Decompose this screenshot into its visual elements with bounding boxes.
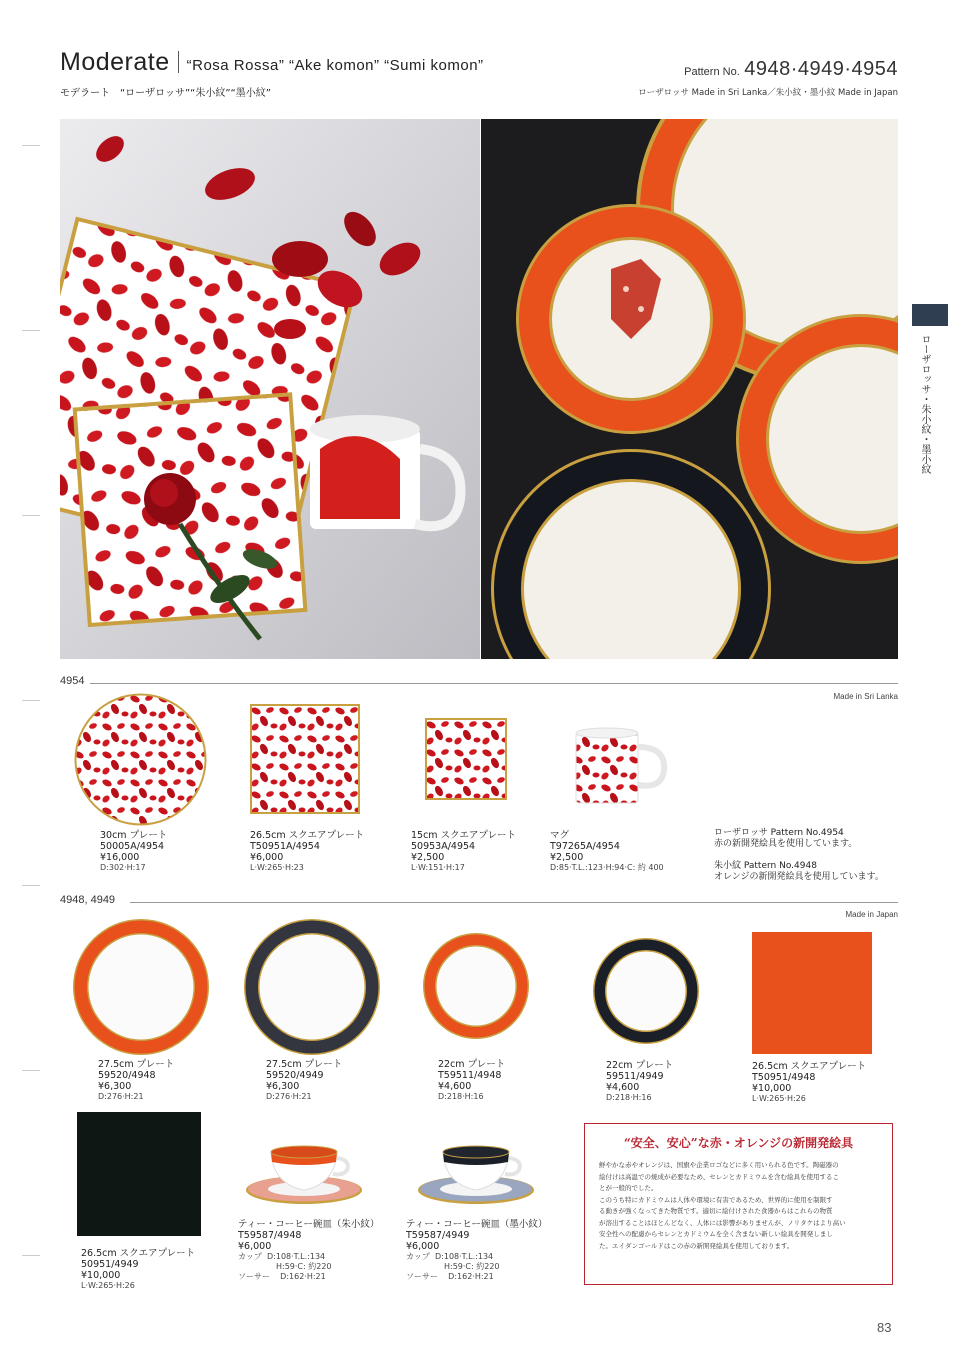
punch-mark — [22, 700, 40, 701]
info-box-line: このうち特にカドミウムは人体や環境に有害であるため、世界的に使用を制限す — [599, 1195, 833, 1204]
info-box-line: る動きが強くなってきた物質です。適切に絵付けされた食器からはこれらの物質 — [599, 1207, 833, 1215]
product-code: T59511/4948 — [438, 1070, 502, 1081]
product-image-sumi-27cm-plate — [243, 918, 381, 1056]
product-code: 50005A/4954 — [100, 841, 165, 852]
product-dims: L·W:265·H:23 — [250, 863, 304, 872]
product-sumi-22cm-plate — [606, 1060, 673, 1103]
product-rosa-26cm-square — [250, 830, 364, 873]
product-code: 59520/4949 — [266, 1070, 324, 1081]
product-price: ¥16,000 — [100, 852, 140, 863]
cup-dims-2: H:59·C: 約220 — [276, 1262, 332, 1271]
pattern-note-rosa — [714, 828, 857, 850]
series-name: Moderate — [60, 48, 170, 76]
product-image-sumi-26cm-square — [77, 1112, 201, 1236]
punch-mark — [22, 1070, 40, 1071]
product-image-rosa-15cm-square — [425, 718, 507, 800]
product-name: ティー・コーヒー碗皿（朱小紋） — [238, 1219, 380, 1230]
info-box-line: 絵付けは高温での焼成が必要なため、セレンとカドミウムを含む絵具を使用するこ — [599, 1172, 840, 1181]
product-name: 27.5cm プレート — [266, 1059, 343, 1070]
saucer-dims-value: D:162·H:21 — [448, 1272, 494, 1281]
product-price: ¥6,000 — [238, 1241, 272, 1252]
cup-dims-1: D:108·T.L.:134 — [267, 1252, 326, 1261]
product-dims: L·W:151·H:17 — [411, 863, 465, 872]
product-rosa-mug — [550, 830, 664, 873]
product-code: T50951/4948 — [752, 1072, 816, 1083]
origin-note: ローザロッサ Made in Sri Lanka／朱小紋・墨小紋 Made in Japan — [638, 88, 898, 98]
saucer-label: ソーサー — [406, 1272, 438, 1281]
info-box-line: とが一般的でした。 — [599, 1184, 658, 1192]
product-code: 50951/4949 — [81, 1259, 139, 1270]
hero-photo-ake-sumi-komon — [481, 119, 898, 659]
product-code: 50953A/4954 — [411, 841, 476, 852]
saucer-dims — [238, 1272, 379, 1282]
product-code: T59587/4949 — [406, 1230, 470, 1241]
product-dims: L·W:265·H:26 — [752, 1094, 806, 1103]
product-name: マグ — [550, 830, 570, 841]
product-rosa-15cm-square — [411, 830, 516, 873]
cup-label: カップ — [238, 1252, 262, 1261]
product-dims: D:302·H:17 — [100, 863, 146, 872]
product-dims: D:218·H:16 — [606, 1093, 652, 1102]
product-ake-cup-saucer — [238, 1219, 379, 1282]
product-code: T97265A/4954 — [550, 841, 620, 852]
product-dims: D:276·H:21 — [266, 1092, 312, 1101]
product-price: ¥2,500 — [411, 852, 445, 863]
punch-mark — [22, 515, 40, 516]
page-subtitle: モデラート “ローザロッサ”“朱小紋”“墨小紋” — [60, 88, 271, 99]
product-price: ¥6,300 — [98, 1081, 132, 1092]
product-name: ティー・コーヒー碗皿（墨小紋） — [406, 1219, 548, 1230]
product-price: ¥6,000 — [406, 1241, 440, 1252]
product-code: 59520/4948 — [98, 1070, 156, 1081]
product-name: 26.5cm スクエアプレート — [81, 1248, 196, 1259]
product-image-ake-cup-saucer — [243, 1128, 365, 1210]
punch-mark — [22, 885, 40, 886]
product-ake-26cm-square — [752, 1061, 866, 1104]
cup-label: カップ — [406, 1252, 430, 1261]
punch-mark — [22, 1255, 40, 1256]
page-title — [60, 48, 484, 77]
pattern-label: Pattern No. — [684, 66, 740, 78]
product-code: T59587/4948 — [238, 1230, 302, 1241]
product-sumi-26cm-square — [81, 1248, 195, 1291]
pattern-numbers: 4948·4949·4954 — [744, 58, 898, 80]
product-price: ¥10,000 — [752, 1083, 792, 1094]
note-title: ローザロッサ Pattern No.4954 — [714, 828, 844, 838]
section-rule — [90, 683, 898, 684]
product-dims: L·W:265·H:26 — [81, 1281, 135, 1290]
product-price: ¥10,000 — [81, 1270, 121, 1281]
product-price: ¥4,600 — [606, 1082, 640, 1093]
product-price: ¥6,300 — [266, 1081, 300, 1092]
section-label-4948-4949: 4948, 4949 — [60, 894, 116, 906]
product-name: 22cm プレート — [438, 1059, 506, 1070]
product-price: ¥2,500 — [550, 852, 584, 863]
product-image-rosa-26cm-square — [250, 704, 360, 814]
product-image-sumi-cup-saucer — [415, 1128, 537, 1210]
info-box-line: た。エイダンゴールドはこの赤の新開発絵具を使用しております。 — [599, 1241, 794, 1250]
saucer-dims-value: D:162·H:21 — [280, 1272, 326, 1281]
cup-dims-2: H:59·C: 約220 — [444, 1262, 500, 1271]
product-image-ake-26cm-square — [752, 932, 872, 1054]
product-price: ¥6,000 — [250, 852, 284, 863]
product-image-rosa-30cm-plate — [73, 692, 208, 827]
saucer-dims — [406, 1272, 547, 1282]
product-image-rosa-mug — [572, 725, 670, 805]
info-box-body — [599, 1160, 880, 1252]
product-name: 15cm スクエアプレート — [411, 830, 517, 841]
info-box-line: 鮮やかな赤やオレンジは、国旗や企業ロゴなどに多く用いられる色です。陶磁器の — [599, 1161, 839, 1169]
product-price: ¥4,600 — [438, 1081, 472, 1092]
product-dims: D:85·T.L.:123·H:94·C: 約 400 — [550, 863, 664, 872]
pattern-names: “Rosa Rossa” “Ake komon” “Sumi komon” — [186, 57, 484, 74]
product-name: 27.5cm プレート — [98, 1059, 175, 1070]
product-name: 22cm プレート — [606, 1060, 674, 1071]
note-text: 赤の新開発絵具を使用しています。 — [714, 839, 858, 849]
index-tab — [912, 304, 948, 326]
product-code: 59511/4949 — [606, 1071, 664, 1082]
made-in-label: Made in Japan — [845, 910, 898, 919]
product-code: T50951A/4954 — [250, 841, 320, 852]
section-label-4954: 4954 — [60, 675, 85, 687]
product-dims: D:218·H:16 — [438, 1092, 484, 1101]
product-name: 26.5cm スクエアプレート — [752, 1061, 867, 1072]
product-ake-27cm-plate — [98, 1059, 174, 1102]
product-sumi-cup-saucer — [406, 1219, 547, 1282]
made-in-label: Made in Sri Lanka — [833, 692, 898, 701]
info-box-line: が溶出することはほとんどなく、人体には影響がありませんが、ノリタケはより高い — [599, 1218, 846, 1227]
product-ake-22cm-plate — [438, 1059, 505, 1102]
pattern-note-ake — [714, 861, 884, 883]
index-tab-label: ローザロッサ・朱小紋・墨小紋 — [919, 334, 930, 474]
punch-mark — [22, 330, 40, 331]
product-image-sumi-22cm-plate — [592, 937, 700, 1045]
product-name: 30cm プレート — [100, 830, 168, 841]
title-separator — [178, 51, 179, 73]
product-sumi-27cm-plate — [266, 1059, 342, 1102]
note-text: オレンジの新開発絵具を使用しています。 — [714, 872, 884, 882]
section-rule — [130, 902, 898, 903]
product-rosa-30cm-plate — [100, 830, 167, 873]
note-title: 朱小紋 Pattern No.4948 — [714, 861, 817, 871]
info-box-new-pigment — [584, 1123, 893, 1285]
cup-dims — [238, 1252, 379, 1262]
product-dims: D:276·H:21 — [98, 1092, 144, 1101]
product-image-ake-22cm-plate — [422, 932, 530, 1040]
cup-dims — [406, 1252, 547, 1262]
info-box-line: 安全性への配慮からセレンとカドミウムを全く含まない新しい絵具を開発しまし — [599, 1230, 833, 1238]
pattern-number — [684, 58, 898, 81]
product-image-ake-27cm-plate — [72, 918, 210, 1056]
product-name: 26.5cm スクエアプレート — [250, 830, 365, 841]
cup-dims-1: D:108·T.L.:134 — [435, 1252, 494, 1261]
hero-photo-rosa-rossa — [60, 119, 480, 659]
punch-mark — [22, 145, 40, 146]
page-number: 83 — [877, 1320, 892, 1335]
info-box-title: “安全、安心”な赤・オレンジの新開発絵具 — [623, 1136, 854, 1150]
saucer-label: ソーサー — [238, 1272, 270, 1281]
